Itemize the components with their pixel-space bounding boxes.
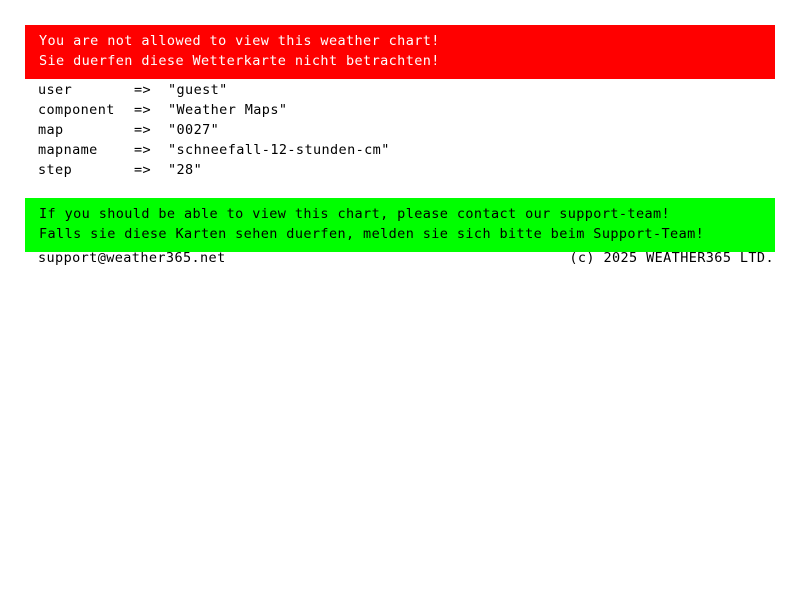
detail-arrow: => <box>134 82 152 98</box>
detail-row-component <box>38 100 390 120</box>
support-info-banner <box>25 198 775 252</box>
detail-arrow: => <box>134 122 152 138</box>
copyright-text: (c) 2025 WEATHER365 LTD. <box>569 250 774 266</box>
detail-value: "0027" <box>168 122 220 138</box>
support-info-message-de: Falls sie diese Karten sehen duerfen, melden sie sich bitte beim Support-Team! <box>39 226 705 242</box>
detail-arrow: => <box>134 142 152 158</box>
footer <box>38 250 774 266</box>
detail-value: "schneefall-12-stunden-cm" <box>168 142 390 158</box>
detail-row-mapname <box>38 140 390 160</box>
detail-key: mapname <box>38 142 98 158</box>
detail-arrow: => <box>134 102 152 118</box>
detail-row-step <box>38 160 390 180</box>
detail-value: "28" <box>168 162 203 178</box>
detail-value: "guest" <box>168 82 228 98</box>
access-denied-banner <box>25 25 775 79</box>
access-denied-message-de: Sie duerfen diese Wetterkarte nicht betrachten! <box>39 53 440 69</box>
access-denied-message-en: You are not allowed to view this weather chart! <box>39 33 440 49</box>
detail-arrow: => <box>134 162 152 178</box>
detail-key: user <box>38 82 73 98</box>
request-details-list <box>38 80 390 180</box>
support-info-message-en: If you should be able to view this chart, please contact our support-team! <box>39 206 671 222</box>
detail-key: map <box>38 122 64 138</box>
detail-value: "Weather Maps" <box>168 102 288 118</box>
detail-row-map <box>38 120 390 140</box>
detail-key: step <box>38 162 73 178</box>
support-email-link[interactable]: support@weather365.net <box>38 250 226 266</box>
detail-row-user <box>38 80 390 100</box>
detail-key: component <box>38 102 115 118</box>
